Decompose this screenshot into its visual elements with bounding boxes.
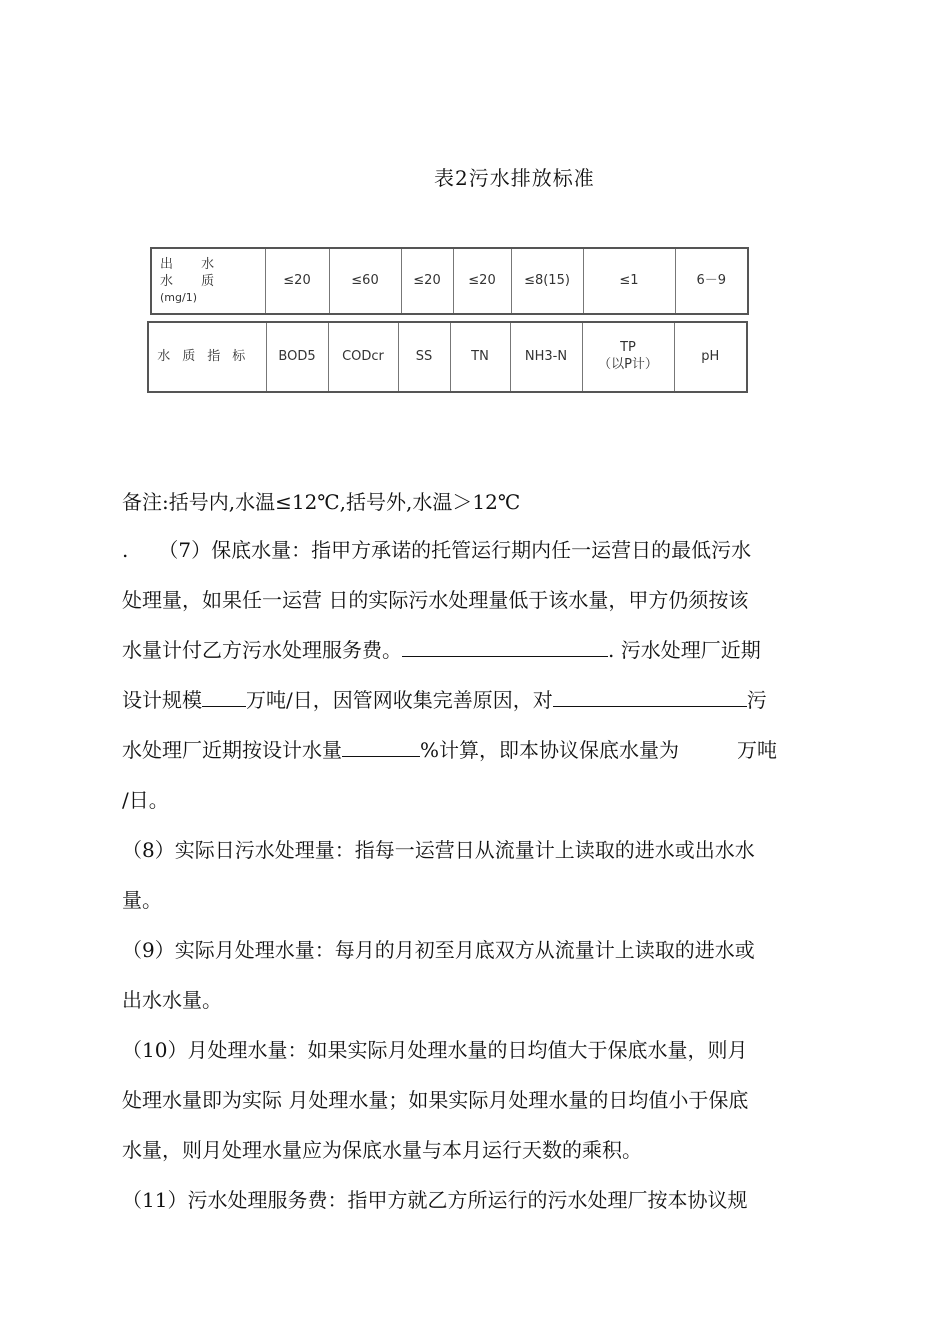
p10-line-1: （10）月处理水量：如果实际月处理水量的日均值大于保底水量，则月 (122, 1038, 748, 1062)
p7-line-1: . （7）保底水量：指甲方承诺的托管运行期内任一运营日的最低污水 (122, 538, 752, 562)
indicator-tp: TP (620, 340, 636, 356)
indicator-tp-note: （以P计） (598, 357, 658, 372)
indicator-tp-cell (582, 322, 674, 392)
effluent-header-label: 出 水 水 质 (160, 256, 227, 289)
quality-indicator-table (147, 321, 748, 393)
indicator-ph: pH (674, 322, 747, 392)
effluent-header-cell (151, 248, 265, 314)
indicator-tn: TN (450, 322, 510, 392)
p7-line-4-tail: 污 (746, 688, 767, 712)
p7-line-2: 处理量，如果任一运营 日的实际污水处理量低于该水量，甲方仍须按该 (122, 588, 749, 612)
effluent-value-bod5: ≤20 (265, 248, 329, 314)
paragraph-8 (122, 825, 828, 925)
fill-blank-design-scale (202, 684, 246, 707)
effluent-value-tn: ≤20 (453, 248, 511, 314)
p7-line-4-mid: 万吨/日，因管网收集完善原因，对 (246, 688, 553, 712)
p10-line-2: 处理水量即为实际 月处理水量；如果实际月处理水量的日均值小于保底 (122, 1088, 749, 1112)
paragraph-7 (122, 525, 828, 825)
paragraph-9 (122, 925, 828, 1025)
p7-line-4-text: 设计规模 (122, 688, 202, 712)
fill-blank-percent (342, 734, 420, 757)
p7-line-4 (122, 675, 828, 725)
effluent-value-ph: 6－9 (675, 248, 748, 314)
p8-line-1: （8）实际日污水处理量：指每一运营日从流量计上读取的进水或出水水 (122, 838, 755, 862)
p10-line-3: 水量，则月处理水量应为保底水量与本月运行天数的乘积。 (122, 1138, 642, 1162)
indicator-ss: SS (398, 322, 450, 392)
p7-line-3-tail: . 污水处理厂近期 (608, 638, 761, 662)
indicator-header: 水质指标 (148, 322, 266, 392)
p11-line-1: （11）污水处理服务费：指甲方就乙方所运行的污水处理厂按本协议规 (122, 1188, 748, 1212)
effluent-value-tp: ≤1 (583, 248, 675, 314)
p7-line-5 (122, 725, 828, 775)
paragraph-11 (122, 1175, 828, 1225)
indicator-nh3n: NH3-N (510, 322, 582, 392)
remark-note: 备注:括号内,水温≤12℃,括号外,水温＞12℃ (122, 490, 521, 514)
effluent-header-unit: (mg/1) (160, 290, 197, 304)
p7-line-5-mid: %计算，即本协议保底水量为 (420, 738, 680, 762)
table-title: 表2污水排放标准 (434, 166, 595, 190)
fill-blank-plant-name (402, 634, 608, 657)
effluent-value-nh3n: ≤8(15) (511, 248, 583, 314)
effluent-value-codcr: ≤60 (329, 248, 401, 314)
indicator-bod5: BOD5 (266, 322, 328, 392)
paragraph-10 (122, 1025, 828, 1175)
p9-line-2: 出水水量。 (122, 988, 222, 1012)
effluent-value-ss: ≤20 (401, 248, 453, 314)
p7-line-3 (122, 625, 828, 675)
p7-line-6: /日。 (122, 788, 169, 812)
p9-line-1: （9）实际月处理水量：每月的月初至月底双方从流量计上读取的进水或 (122, 938, 755, 962)
p7-line-3-text: 水量计付乙方污水处理服务费。 (122, 638, 402, 662)
indicator-codcr: CODcr (328, 322, 398, 392)
p8-line-2: 量。 (122, 888, 162, 912)
effluent-quality-table (150, 247, 749, 315)
p7-line-5-tail: 万吨 (737, 738, 778, 762)
p7-line-5-text: 水处理厂近期按设计水量 (122, 738, 342, 762)
fill-blank-plant (553, 684, 747, 707)
